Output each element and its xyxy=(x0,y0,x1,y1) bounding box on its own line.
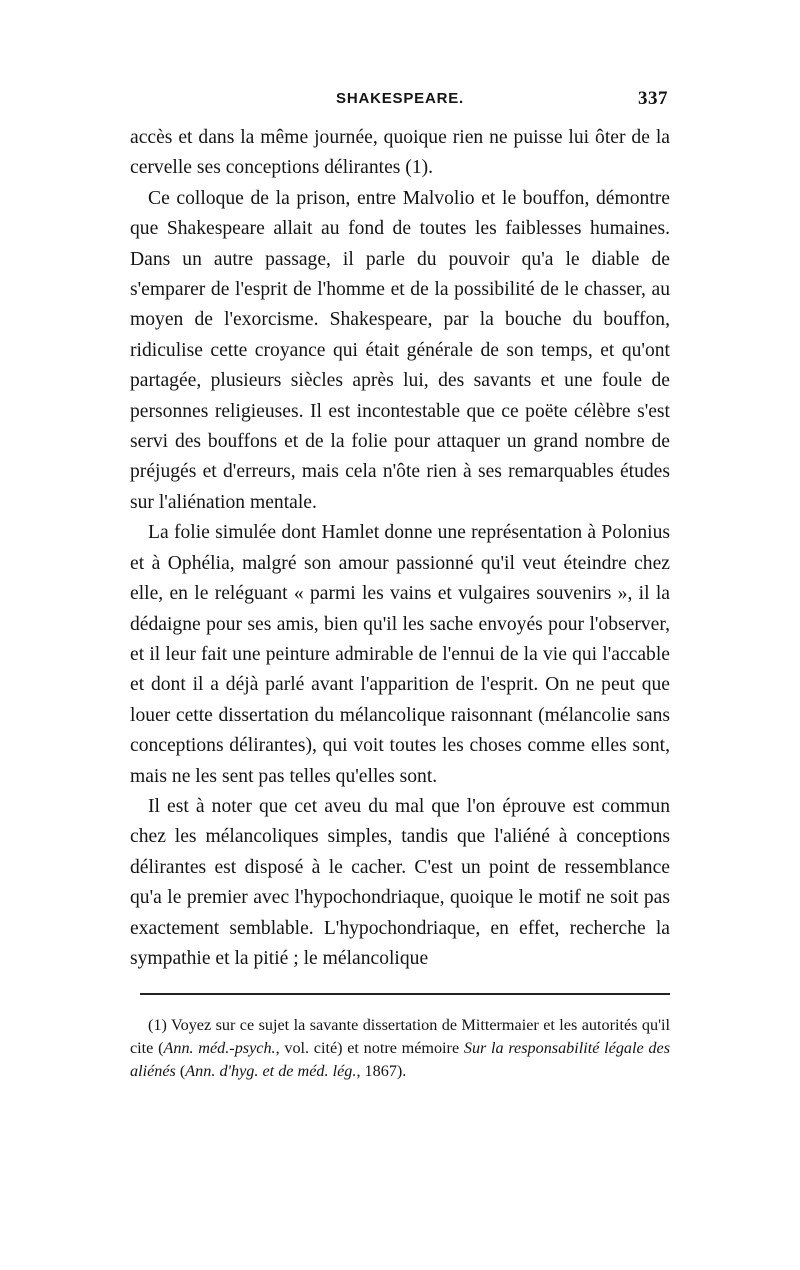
page-number: 337 xyxy=(638,88,668,109)
running-head xyxy=(130,90,670,116)
paragraph: Il est à noter que cet aveu du mal que l'on éprouve est commun chez les mélancoliques simples, tandis que l'aliéné à conceptions délirantes est disposé à le cacher. C'est un point de ressemblance qu'a le premier avec l'hypochondriaque, quoique le motif ne soit pas exactement semblable. L'hypochondriaque, en effet, recherche la sympathie et la pitié ; le mélancolique xyxy=(130,795,670,969)
footnote-rule xyxy=(140,993,670,995)
footnote-citation: Ann. méd.-psych. xyxy=(163,1039,276,1057)
book-page xyxy=(130,0,670,1270)
footnote-citation: Ann. d'hyg. et de méd. lég. xyxy=(185,1062,357,1080)
paragraph: La folie simulée dont Hamlet donne une représentation à Polonius et à Ophélia, malgré son amour passionné qu'il veut éteindre chez elle, en le reléguant « parmi les vains et vulgaires souvenirs », il la dédaigne pour ses amis, bien qu'il les sache envoyés pour l'observer, et il leur fait une peinture admirable de l'ennui de la vie qui l'accable et dont il a déjà parlé avant l'apparition de l'esprit. On ne peut que louer cette dissertation du mélancolique raisonnant (mélancolie sans conceptions délirantes), qui voit toutes les choses comme elles sont, mais ne les sent pas telles qu'elles sont. xyxy=(130,522,670,787)
footnote xyxy=(130,1014,670,1083)
paragraph-continued: accès et dans la même journée, quoique rien ne puisse lui ôter de la cervelle ses conceptions délirantes (1). xyxy=(130,127,670,179)
paragraph: Ce colloque de la prison, entre Malvolio et le bouffon, démontre que Shakespeare allait au fond de toutes les faiblesses humaines. Dans un autre passage, il parle du pouvoir qu'a le diable de s'emparer de l'esprit de l'homme et de la possibilité de le chasser, au moyen de l'exorcisme. Shakespeare, par la bouche du bouffon, ridiculise cette croyance qui était générale de son temps, et qu'ont partagée, plusieurs siècles après lui, des savants et une foule de personnes religieuses. Il est incontestable que ce poëte célèbre s'est servi des bouffons et de la folie pour attaquer un grand nombre de préjugés et d'erreurs, mais cela n'ôte rien à ses remarquables études sur l'aliénation mentale. xyxy=(130,187,670,513)
footnote-segment: (1) Voyez sur ce sujet la savante dissertation de Mittermaier et les autorités qu'il cite ( xyxy=(130,1016,670,1057)
body-text xyxy=(130,123,670,974)
running-title: SHAKESPEARE. xyxy=(336,90,464,107)
footnote-text xyxy=(130,1014,670,1083)
footnote-segment: , 1867). xyxy=(356,1062,407,1080)
footnote-segment: ( xyxy=(175,1062,186,1080)
footnote-citation: Sur la responsabilité légale des aliénés xyxy=(130,1039,670,1080)
footnote-segment: , vol. cité) et notre mémoire xyxy=(275,1039,464,1057)
